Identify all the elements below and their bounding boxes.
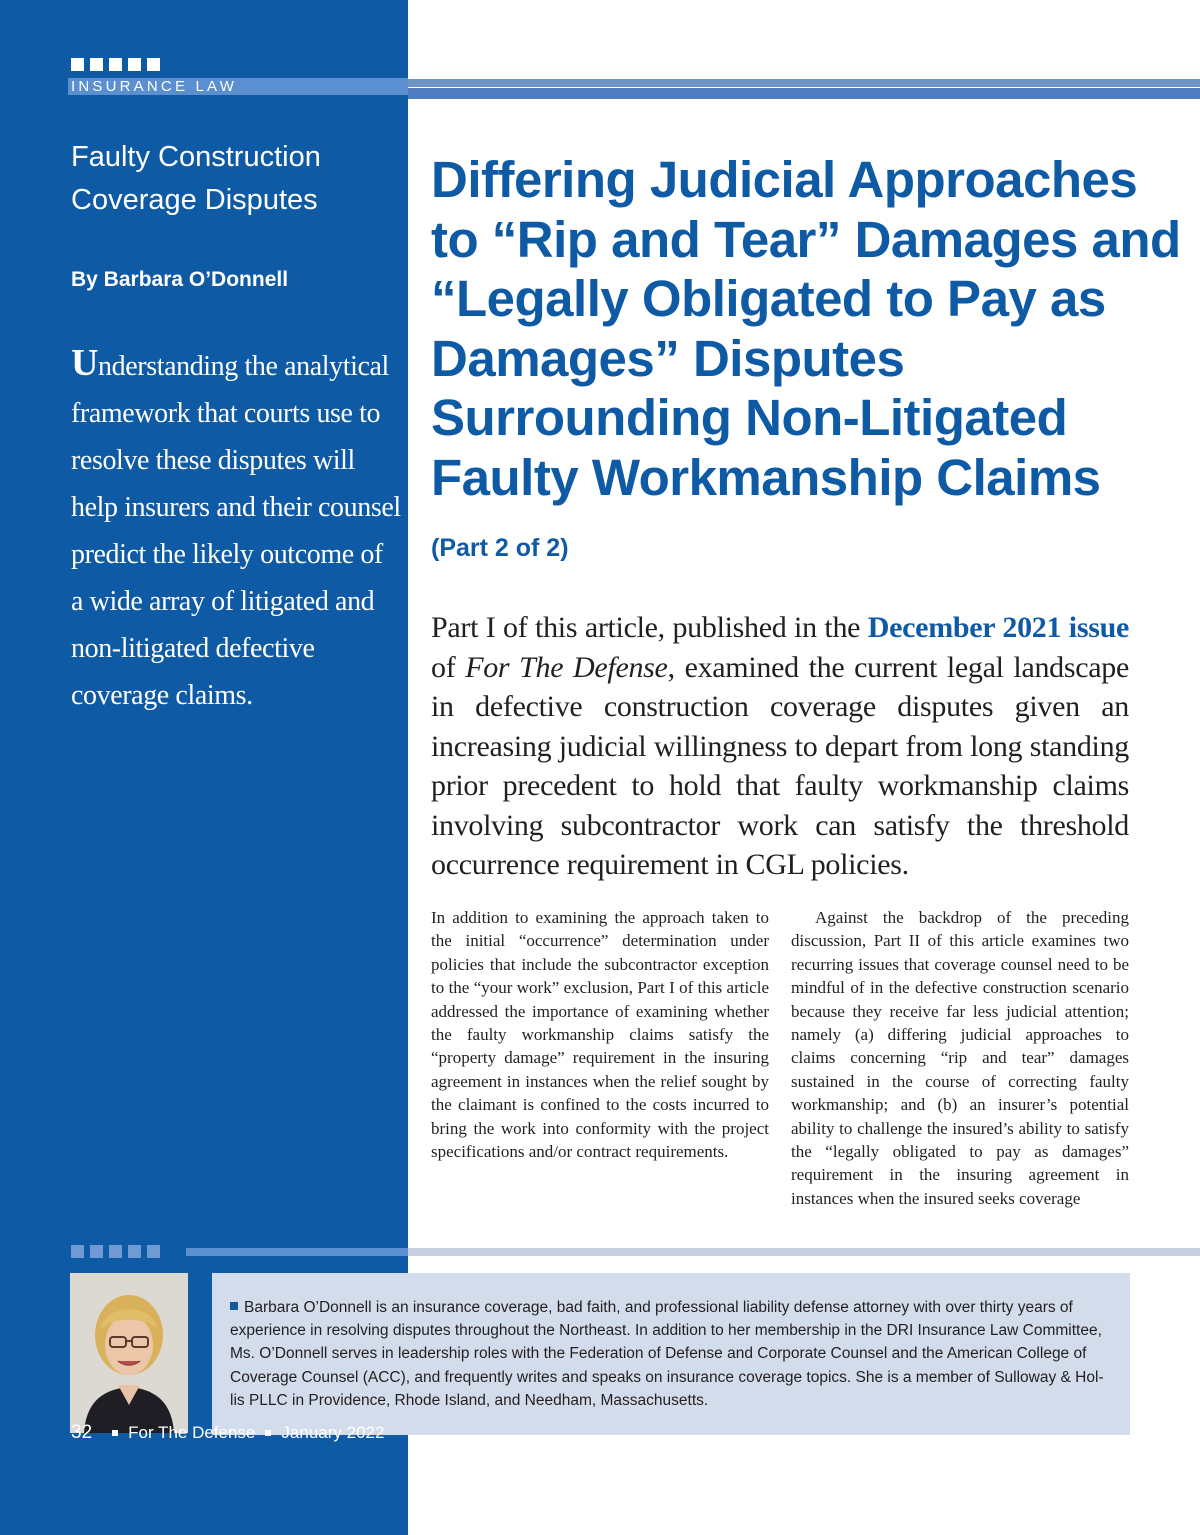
- article-part-label: (Part 2 of 2): [431, 534, 569, 562]
- section-label: INSURANCE LAW: [71, 78, 238, 95]
- page-footer: [71, 1421, 384, 1445]
- footer-publication: For The Defense: [128, 1423, 256, 1442]
- intro-text-end: , examined the current legal landscape in defective construction coverage disputes given an increasing judicial willingness to depart from long standing prior precedent to hold that faulty workmanship claims involving subcontractor work can satisfy the threshold occurrence requirement in CGL policies.: [431, 650, 1130, 881]
- footer-separator-icon: [265, 1430, 271, 1436]
- drop-cap: U: [71, 342, 99, 384]
- body-column-left: In addition to examining the approach taken to the initial “occurrence” determination under policies that include the subcontractor exception to the “your work” exclusion, Part I of this article addressed the importance of examining whether the faulty workmanship claims satisfy the “property damage” requirement in the insuring agreement in instances when the relief sought by the claimant is confined to the costs incurred to bring the work into conformity with the project specifications and/or contract requirements.: [431, 908, 769, 1162]
- publication-title: For The Defense: [465, 650, 668, 684]
- bio-rule-left: [186, 1248, 408, 1256]
- footer-issue-date: January 2022: [281, 1423, 385, 1442]
- footer-separator-icon: [112, 1430, 118, 1436]
- intro-text-of: of: [431, 650, 466, 684]
- sidebar-deck: [71, 340, 401, 719]
- body-column-right: Against the backdrop of the preceding discussion, Part II of this article examines two recurring issues that coverage counsel need to be mindful of in the defective construction scenario because they receive far less judicial attention; namely (a) differing judicial approaches to claims concerning “rip and tear” damages sustained in the course of correcting faulty workmanship; and (b) an insurer’s potential ability to challenge the insured’s ability to satisfy the “legally obligated to pay as damages” requirement in the insuring agreement in instances when the insured seeks coverage: [791, 908, 1129, 1208]
- intro-text-start: Part I of this article, published in the: [431, 611, 868, 644]
- page-number: 32: [71, 1422, 93, 1443]
- decorative-squares-top: [71, 58, 160, 71]
- article-intro: [431, 608, 1129, 885]
- section-rule-right-upper: [408, 79, 1200, 87]
- bio-bullet-icon: [230, 1302, 238, 1310]
- sidebar-kicker: Faulty Construction Coverage Disputes: [71, 141, 321, 216]
- deck-text: nderstanding the analytical framework that courts use to resolve these disputes will help insurers and their counsel predict the likely outcome of a wide array of litigated and non-litigated defective coverage claims.: [71, 351, 401, 711]
- bio-rule-right: [408, 1248, 1200, 1256]
- byline: By Barbara O’Donnell: [71, 268, 289, 291]
- article-headline: Differing Judicial Approaches to “Rip and Tear” Damages and “Legally Obligated to Pay as Damages” Disputes Surrounding Non-Litigated Faulty Workmanship Claims: [431, 151, 1181, 506]
- author-bio-text: Barbara O’Donnell is an insurance coverage, bad faith, and professional liability defense attorney with over thirty years of experience in resolving disputes throughout the Northeast. In addition to her membership in the DRI Insurance Law Committee, Ms. O’Donnell serves in leadership roles with the Federation of Defense and Corporate Counsel and the American College of Coverage Counsel (ACC), and frequently writes and speaks on insurance coverage topics. She is a member of Sulloway & Hollis PLLC in Providence, Rhode Island, and Needham, Massachusetts.: [230, 1299, 1104, 1409]
- section-rule-right-lower: [408, 88, 1200, 99]
- author-photo: [70, 1273, 188, 1433]
- decorative-squares-bottom: [71, 1245, 160, 1258]
- author-bio: [230, 1296, 1110, 1412]
- december-issue-link[interactable]: December 2021 issue: [867, 611, 1129, 644]
